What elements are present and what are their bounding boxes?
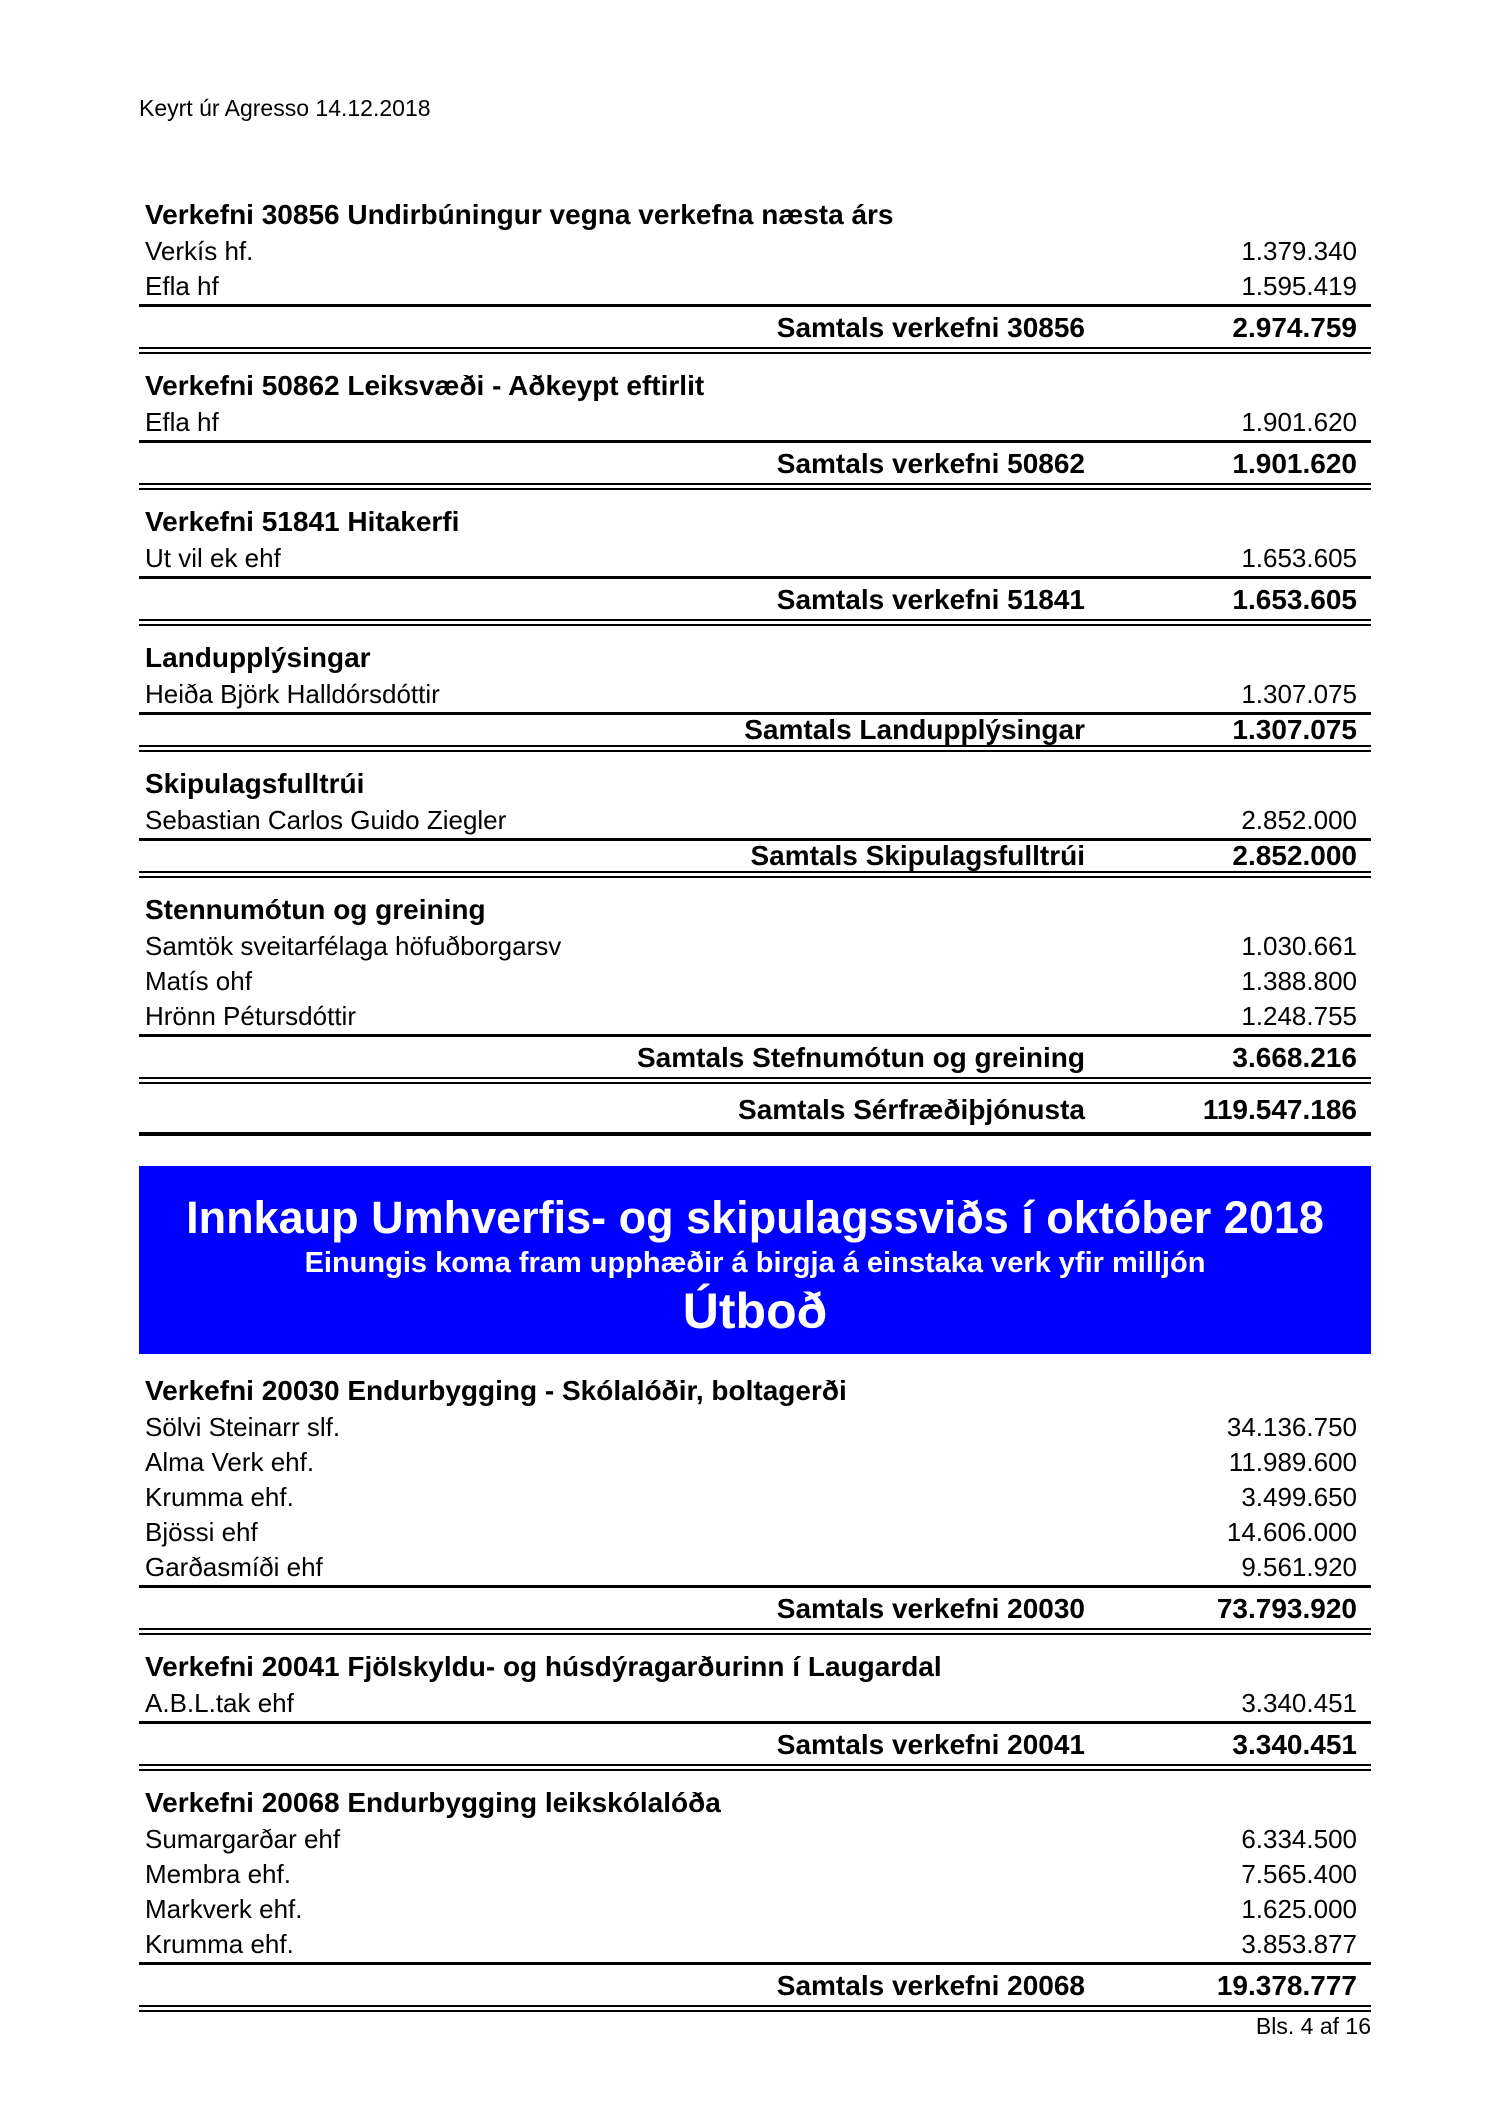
table-row — [139, 1892, 1371, 1927]
table-row — [139, 234, 1371, 269]
supplier-name: Heiða Björk Halldórsdóttir — [145, 679, 440, 709]
amount: 1.248.755 — [1241, 1001, 1357, 1031]
total-label: Samtals Stefnumótun og greining — [636, 1042, 1085, 1073]
section-heading: Verkefni 50862 Leiksvæði - Aðkeypt eftirlit — [145, 370, 705, 401]
supplier-name: Ut vil ek ehf — [145, 543, 281, 573]
table-row — [139, 541, 1371, 576]
grand-total-label: Samtals Sérfræðiþjónusta — [738, 1094, 1085, 1125]
section-heading: Landupplýsingar — [145, 642, 371, 673]
report-header: Keyrt úr Agresso 14.12.2018 — [139, 95, 431, 121]
table-row — [139, 1686, 1371, 1721]
amount: 1.653.605 — [1241, 543, 1357, 573]
table-row — [139, 964, 1371, 999]
section-heading: Verkefni 20041 Fjölskyldu- og húsdýragarðurinn í Laugardal — [145, 1651, 942, 1682]
amount: 11.989.600 — [1228, 1447, 1357, 1477]
project-section — [139, 765, 1371, 878]
table-row — [139, 1927, 1371, 1962]
total-label: Samtals verkefni 20030 — [776, 1593, 1085, 1624]
supplier-name: Krumma ehf. — [145, 1929, 294, 1959]
supplier-name: Bjössi ehf — [145, 1517, 258, 1547]
supplier-name: A.B.L.tak ehf — [145, 1688, 294, 1718]
banner-subtitle: Einungis koma fram upphæðir á birgja á einstaka verk yfir milljón — [304, 1247, 1206, 1279]
project-section — [139, 367, 1371, 490]
supplier-name: Sölvi Steinarr slf. — [145, 1412, 341, 1442]
project-section — [139, 639, 1371, 752]
table-row — [139, 1857, 1371, 1892]
table-row — [139, 1822, 1371, 1857]
supplier-name: Hrönn Pétursdóttir — [145, 1001, 356, 1031]
grand-total-row — [139, 1088, 1371, 1136]
amount: 1.625.000 — [1241, 1894, 1357, 1924]
table-row — [139, 929, 1371, 964]
supplier-name: Verkís hf. — [145, 236, 254, 266]
section-heading: Verkefni 51841 Hitakerfi — [145, 506, 460, 537]
table-row — [139, 1410, 1371, 1445]
section-total-row — [139, 712, 1371, 752]
project-section — [139, 503, 1371, 626]
amount: 1.595.419 — [1241, 271, 1357, 301]
supplier-name: Efla hf — [145, 407, 219, 437]
supplier-name: Sumargarðar ehf — [145, 1824, 341, 1854]
sections-bottom — [139, 1372, 1371, 2012]
supplier-name: Markverk ehf. — [145, 1894, 303, 1924]
total-label: Samtals Landupplýsingar — [744, 714, 1085, 745]
amount: 7.565.400 — [1241, 1859, 1357, 1889]
amount: 3.499.650 — [1241, 1482, 1357, 1512]
total-label: Samtals Skipulagsfulltrúi — [750, 840, 1085, 871]
banner-category: Útboð — [682, 1283, 828, 1339]
total-amount: 1.307.075 — [1232, 714, 1357, 745]
amount: 1.388.800 — [1241, 966, 1357, 996]
section-heading: Verkefni 20068 Endurbygging leikskólalóða — [145, 1787, 721, 1818]
project-section — [139, 891, 1371, 1084]
section-heading: Stennumótun og greining — [145, 894, 486, 925]
supplier-name: Krumma ehf. — [145, 1482, 294, 1512]
section-total-row — [139, 576, 1371, 626]
total-amount: 3.340.451 — [1232, 1729, 1357, 1760]
amount: 2.852.000 — [1241, 805, 1357, 835]
amount: 9.561.920 — [1241, 1552, 1357, 1582]
section-total-row — [139, 304, 1371, 354]
section-total-row — [139, 838, 1371, 878]
supplier-name: Alma Verk ehf. — [145, 1447, 315, 1477]
report-content — [139, 196, 1371, 2025]
total-amount: 1.901.620 — [1232, 448, 1357, 479]
table-row — [139, 803, 1371, 838]
table-row — [139, 269, 1371, 304]
section-total-row — [139, 1721, 1371, 1771]
total-amount: 2.852.000 — [1232, 840, 1357, 871]
section-total-row — [139, 1034, 1371, 1084]
amount: 3.340.451 — [1241, 1688, 1357, 1718]
table-row — [139, 677, 1371, 712]
page-number: Bls. 4 af 16 — [1255, 2013, 1371, 2039]
table-row — [139, 1480, 1371, 1515]
supplier-name: Samtök sveitarfélaga höfuðborgarsv — [145, 931, 562, 961]
supplier-name: Membra ehf. — [145, 1859, 291, 1889]
sections-top — [139, 196, 1371, 1084]
total-amount: 3.668.216 — [1232, 1042, 1357, 1073]
section-total-row — [139, 1962, 1371, 2012]
amount: 1.307.075 — [1241, 679, 1357, 709]
table-row — [139, 405, 1371, 440]
banner-title: Innkaup Umhverfis- og skipulagssviðs í október 2018 — [186, 1192, 1324, 1243]
section-heading: Skipulagsfulltrúi — [145, 768, 365, 799]
amount: 6.334.500 — [1241, 1824, 1357, 1854]
project-section — [139, 1784, 1371, 2012]
project-section — [139, 1648, 1371, 1771]
total-amount: 73.793.920 — [1216, 1593, 1357, 1624]
section-heading: Verkefni 30856 Undirbúningur vegna verkefna næsta árs — [145, 199, 894, 230]
total-label: Samtals verkefni 20041 — [776, 1729, 1085, 1760]
section-total-row — [139, 1585, 1371, 1635]
total-label: Samtals verkefni 50862 — [776, 448, 1085, 479]
table-row — [139, 999, 1371, 1034]
section-banner — [139, 1166, 1371, 1354]
amount: 3.853.877 — [1241, 1929, 1357, 1959]
total-amount: 1.653.605 — [1232, 584, 1357, 615]
section-total-row — [139, 440, 1371, 490]
supplier-name: Matís ohf — [145, 966, 252, 996]
project-section — [139, 1372, 1371, 1635]
amount: 1.030.661 — [1241, 931, 1357, 961]
section-heading: Verkefni 20030 Endurbygging - Skólalóðir, boltagerði — [145, 1375, 847, 1406]
table-row — [139, 1515, 1371, 1550]
supplier-name: Garðasmíði ehf — [145, 1552, 323, 1582]
total-amount: 2.974.759 — [1232, 312, 1357, 343]
table-row — [139, 1445, 1371, 1480]
amount: 1.901.620 — [1241, 407, 1357, 437]
grand-total-amount: 119.547.186 — [1202, 1094, 1357, 1125]
amount: 1.379.340 — [1241, 236, 1357, 266]
supplier-name: Efla hf — [145, 271, 219, 301]
project-section — [139, 196, 1371, 354]
total-label: Samtals verkefni 51841 — [776, 584, 1085, 615]
amount: 34.136.750 — [1226, 1412, 1357, 1442]
amount: 14.606.000 — [1226, 1517, 1357, 1547]
table-row — [139, 1550, 1371, 1585]
total-amount: 19.378.777 — [1216, 1970, 1357, 2001]
supplier-name: Sebastian Carlos Guido Ziegler — [145, 805, 507, 835]
total-label: Samtals verkefni 20068 — [776, 1970, 1085, 2001]
total-label: Samtals verkefni 30856 — [776, 312, 1085, 343]
